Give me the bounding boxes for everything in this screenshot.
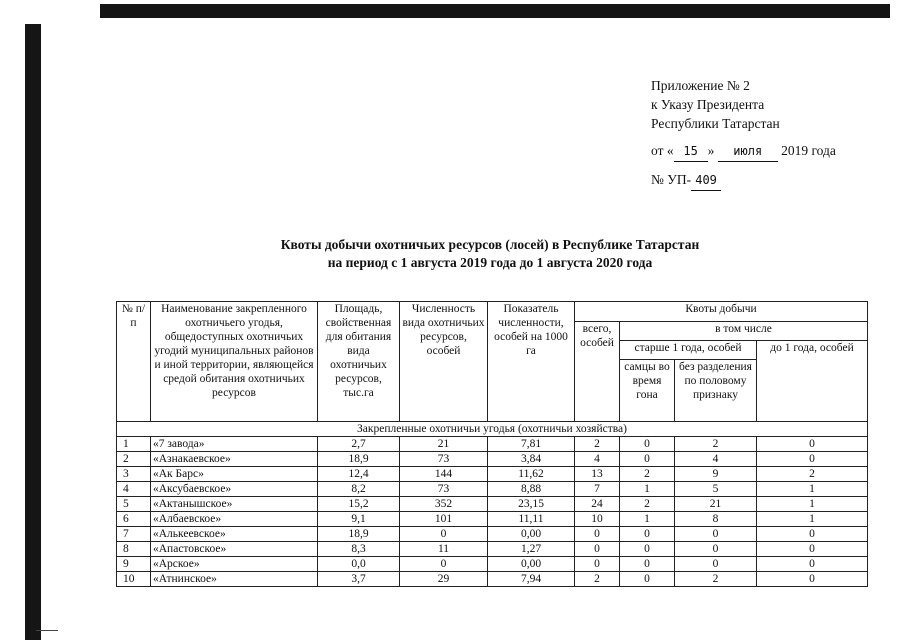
date-suffix: 2019 года — [781, 143, 836, 158]
cell-nosex: 21 — [675, 497, 757, 512]
cell-young: 0 — [757, 572, 868, 587]
cell-pop: 0 — [400, 557, 488, 572]
title-line-2: на период с 1 августа 2019 года до 1 августа 2020 года — [327, 255, 653, 270]
cell-nosex: 0 — [675, 557, 757, 572]
cell-name: «Аксубаевское» — [151, 482, 318, 497]
cell-area: 3,7 — [318, 572, 400, 587]
cell-nosex: 0 — [675, 527, 757, 542]
cell-name: «Актанышское» — [151, 497, 318, 512]
cell-males: 1 — [620, 482, 675, 497]
appendix-line-1: Приложение № 2 — [651, 78, 750, 93]
cell-num: 3 — [117, 467, 151, 482]
cell-young: 0 — [757, 437, 868, 452]
header-including: в том числе — [620, 322, 868, 341]
header-males: самцы во время гона — [620, 360, 675, 422]
cell-young: 1 — [757, 497, 868, 512]
cell-area: 18,9 — [318, 527, 400, 542]
cell-name: «Албаевское» — [151, 512, 318, 527]
header-population: Численность вида охотничьих ресурсов, особей — [400, 302, 488, 422]
cell-males: 0 — [620, 452, 675, 467]
cell-name: «Ак Барс» — [151, 467, 318, 482]
cell-pop: 144 — [400, 467, 488, 482]
scan-edge-left — [25, 24, 41, 640]
cell-young: 0 — [757, 452, 868, 467]
cell-total: 2 — [575, 572, 620, 587]
cell-pop: 29 — [400, 572, 488, 587]
table-row — [117, 512, 868, 527]
cell-area: 8,3 — [318, 542, 400, 557]
cell-pop: 11 — [400, 542, 488, 557]
table-row — [117, 542, 868, 557]
table-row — [117, 572, 868, 587]
cell-young: 0 — [757, 542, 868, 557]
date-day: 15 — [674, 142, 708, 162]
cell-name: «Арское» — [151, 557, 318, 572]
appendix-block — [651, 76, 836, 191]
cell-area: 18,9 — [318, 452, 400, 467]
cell-area: 2,7 — [318, 437, 400, 452]
header-young: до 1 года, особей — [757, 341, 868, 422]
number-value: 409 — [691, 171, 721, 191]
cell-num: 6 — [117, 512, 151, 527]
cell-num: 5 — [117, 497, 151, 512]
cell-total: 13 — [575, 467, 620, 482]
cell-pop: 73 — [400, 452, 488, 467]
cell-density: 0,00 — [488, 557, 575, 572]
cell-males: 0 — [620, 437, 675, 452]
cell-total: 0 — [575, 542, 620, 557]
cell-nosex: 4 — [675, 452, 757, 467]
cell-total: 2 — [575, 437, 620, 452]
cell-name: «Атнинское» — [151, 572, 318, 587]
table-row — [117, 497, 868, 512]
cell-young: 0 — [757, 557, 868, 572]
cell-num: 8 — [117, 542, 151, 557]
cell-nosex: 5 — [675, 482, 757, 497]
cell-density: 1,27 — [488, 542, 575, 557]
cell-density: 11,11 — [488, 512, 575, 527]
header-older: старше 1 года, особей — [620, 341, 757, 360]
cell-num: 2 — [117, 452, 151, 467]
scan-mark — [36, 630, 58, 631]
cell-total: 4 — [575, 452, 620, 467]
header-num: № п/п — [117, 302, 151, 422]
cell-pop: 73 — [400, 482, 488, 497]
table-row — [117, 452, 868, 467]
date-month: июля — [718, 142, 778, 162]
header-name: Наименование закрепленного охотничьего угодья, общедоступных охотничьих угодий муниципальных районов и иной территории, являющейся средой обитания охотничьих ресурсов — [151, 302, 318, 422]
cell-males: 0 — [620, 542, 675, 557]
header-total: всего, особей — [575, 322, 620, 422]
cell-young: 2 — [757, 467, 868, 482]
cell-males: 0 — [620, 527, 675, 542]
table-row — [117, 437, 868, 452]
cell-density: 0,00 — [488, 527, 575, 542]
cell-males: 2 — [620, 467, 675, 482]
cell-nosex: 8 — [675, 512, 757, 527]
appendix-line-3: Республики Татарстан — [651, 116, 780, 131]
table-row — [117, 557, 868, 572]
cell-num: 1 — [117, 437, 151, 452]
cell-num: 9 — [117, 557, 151, 572]
quota-table — [116, 301, 868, 587]
cell-total: 0 — [575, 557, 620, 572]
cell-total: 10 — [575, 512, 620, 527]
cell-total: 24 — [575, 497, 620, 512]
header-density: Показатель численности, особей на 1000 га — [488, 302, 575, 422]
header-quotas: Квоты добычи — [575, 302, 868, 322]
cell-density: 7,81 — [488, 437, 575, 452]
appendix-number — [651, 170, 836, 191]
header-area: Площадь, свойственная для обитания вида охотничьих ресурсов, тыс.га — [318, 302, 400, 422]
cell-area: 8,2 — [318, 482, 400, 497]
table-row — [117, 527, 868, 542]
cell-density: 8,88 — [488, 482, 575, 497]
cell-young: 0 — [757, 527, 868, 542]
date-mid: » — [707, 143, 715, 158]
cell-young: 1 — [757, 512, 868, 527]
number-prefix: № УП- — [651, 172, 692, 187]
cell-total: 0 — [575, 527, 620, 542]
cell-males: 1 — [620, 512, 675, 527]
cell-num: 4 — [117, 482, 151, 497]
appendix-line-2: к Указу Президента — [651, 97, 765, 112]
cell-name: «Азнакаевское» — [151, 452, 318, 467]
cell-area: 0,0 — [318, 557, 400, 572]
cell-pop: 21 — [400, 437, 488, 452]
cell-males: 0 — [620, 557, 675, 572]
cell-young: 1 — [757, 482, 868, 497]
cell-num: 7 — [117, 527, 151, 542]
table-row — [117, 467, 868, 482]
appendix-date — [651, 141, 836, 162]
cell-nosex: 0 — [675, 542, 757, 557]
section-row: Закрепленные охотничьи угодья (охотничьи хозяйства) — [117, 422, 868, 437]
cell-density: 3,84 — [488, 452, 575, 467]
cell-nosex: 2 — [675, 572, 757, 587]
cell-pop: 352 — [400, 497, 488, 512]
cell-num: 10 — [117, 572, 151, 587]
cell-pop: 101 — [400, 512, 488, 527]
document-title — [180, 236, 800, 272]
cell-density: 11,62 — [488, 467, 575, 482]
cell-name: «Алькеевское» — [151, 527, 318, 542]
title-line-1: Квоты добычи охотничьих ресурсов (лосей) в Республике Татарстан — [280, 237, 700, 252]
cell-pop: 0 — [400, 527, 488, 542]
cell-area: 15,2 — [318, 497, 400, 512]
cell-males: 2 — [620, 497, 675, 512]
cell-males: 0 — [620, 572, 675, 587]
scan-edge-top — [100, 4, 890, 18]
cell-area: 9,1 — [318, 512, 400, 527]
cell-nosex: 9 — [675, 467, 757, 482]
cell-density: 7,94 — [488, 572, 575, 587]
cell-nosex: 2 — [675, 437, 757, 452]
cell-area: 12,4 — [318, 467, 400, 482]
cell-density: 23,15 — [488, 497, 575, 512]
cell-total: 7 — [575, 482, 620, 497]
cell-name: «Апастовское» — [151, 542, 318, 557]
date-prefix: от « — [651, 143, 674, 158]
header-no-sex: без разделения по половому признаку — [675, 360, 757, 422]
cell-name: «7 завода» — [151, 437, 318, 452]
table-row — [117, 482, 868, 497]
